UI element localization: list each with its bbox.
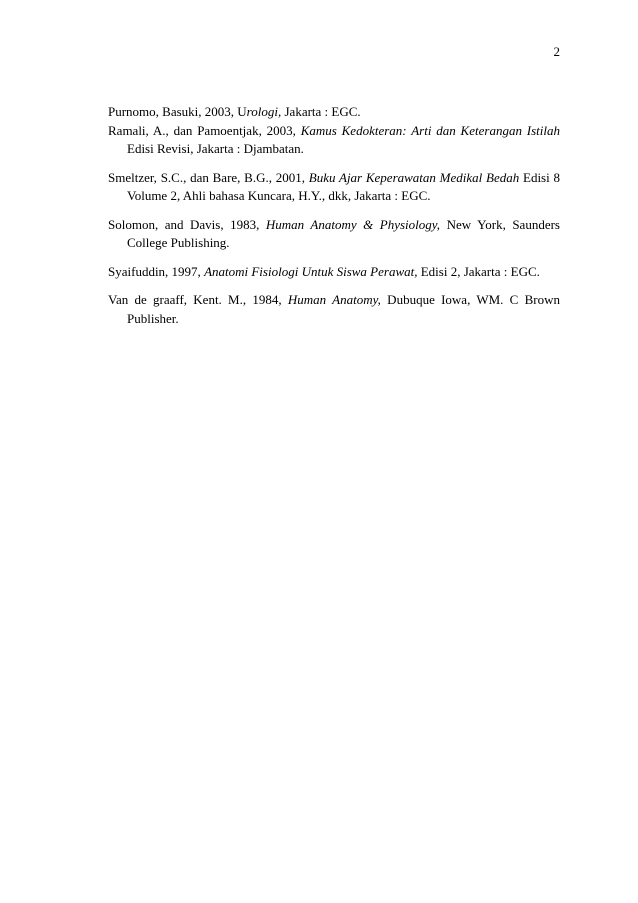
reference-entry [108, 263, 560, 282]
reference-publisher: Edisi 2, Jakarta : EGC. [417, 263, 540, 279]
reference-entry [108, 216, 560, 253]
reference-authors: Ramali, A., dan Pamoentjak, 2003, [108, 122, 301, 138]
reference-publisher: Dubuque Iowa, WM. C Brown Publisher. [127, 292, 560, 326]
reference-authors: Smeltzer, S.C., dan Bare, B.G., 2001, [108, 169, 309, 185]
reference-publisher: New York, Saunders College Publishing. [127, 216, 560, 250]
reference-title: Human Anatomy & Physiology, [265, 216, 441, 232]
reference-title: Kamus Kedokteran: Arti dan Keterangan Istilah [300, 122, 560, 138]
reference-publisher: Edisi Revisi, Jakarta : Djambatan. [127, 141, 304, 156]
reference-title: Buku Ajar Keperawatan Medikal Bedah [308, 169, 520, 185]
reference-publisher: Jakarta : EGC. [281, 104, 361, 119]
reference-entry [108, 103, 560, 122]
reference-publisher: Edisi 8 Volume 2, Ahli bahasa Kuncara, H.Y., dkk, Jakarta : EGC. [127, 169, 560, 203]
reference-authors: Purnomo, Basuki, 2003, U [108, 104, 247, 119]
reference-title: Human Anatomy, [287, 292, 381, 307]
reference-entry [108, 291, 560, 328]
reference-title: rologi, [246, 104, 282, 119]
page-number: 2 [553, 44, 560, 59]
reference-list [108, 103, 560, 328]
reference-authors: Syaifuddin, 1997, [108, 263, 205, 279]
reference-title: Anatomi Fisiologi Untuk Siswa Perawat, [204, 263, 418, 279]
reference-entry [108, 169, 560, 206]
reference-authors: Van de graaff, Kent. M., 1984, [108, 292, 288, 307]
reference-authors: Solomon, and Davis, 1983, [108, 216, 266, 232]
reference-entry [108, 122, 560, 159]
